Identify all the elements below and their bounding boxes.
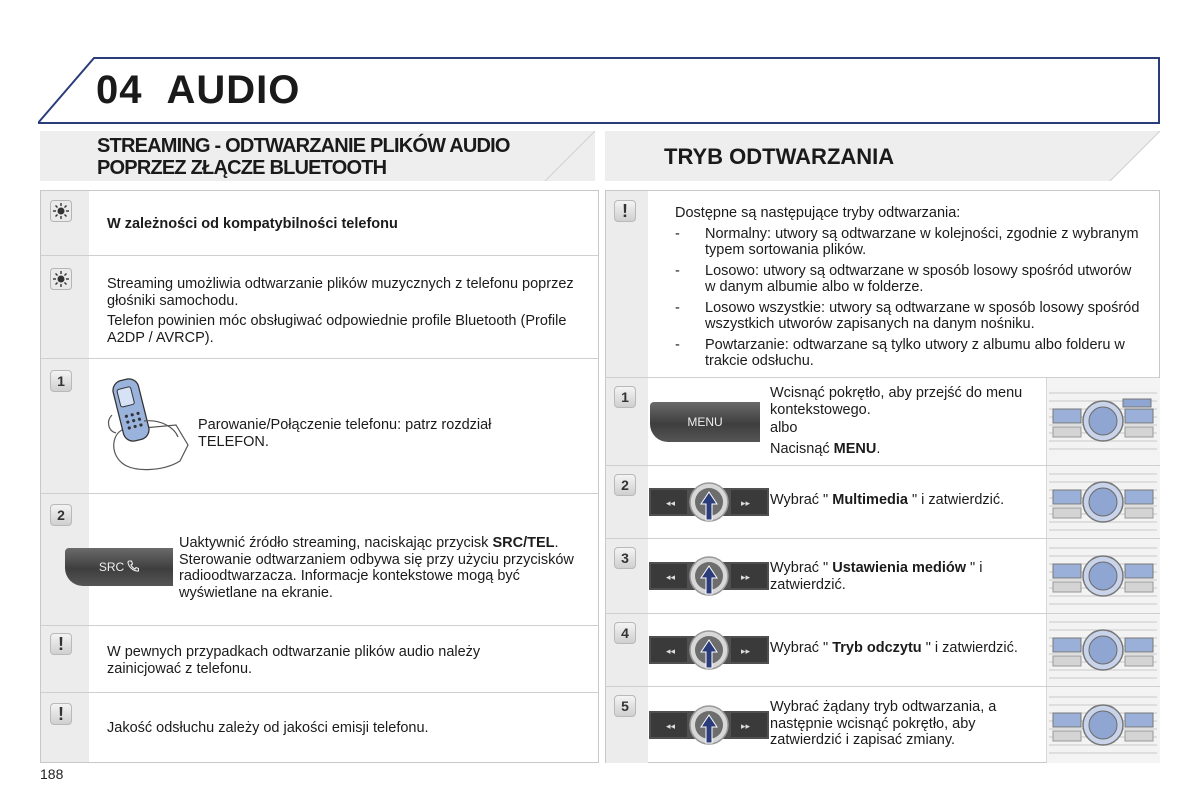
exclamation-icon: ! — [614, 200, 636, 222]
nav-control[interactable] — [649, 480, 769, 529]
step-number-badge: 1 — [614, 386, 636, 408]
step-text — [770, 640, 1040, 657]
nav-control[interactable] — [649, 703, 769, 752]
step-text — [770, 385, 1040, 457]
svg-text:▸▸: ▸▸ — [741, 498, 751, 508]
step-line — [770, 441, 1040, 458]
left-title-line2: POPRZEZ ZŁĄCZE BLUETOOTH — [97, 157, 387, 179]
radio-panel-icon — [1047, 387, 1159, 455]
nav-arrow-icon[interactable] — [649, 628, 769, 672]
phone-icon — [127, 560, 139, 575]
warning-text-1: W pewnych przypadkach odtwarzanie plików audio należy zainicjować z telefonu. — [107, 644, 481, 677]
nav-control[interactable] — [649, 554, 769, 603]
divider — [41, 493, 598, 494]
compat-text: W zależności od kompatybilności telefonu — [107, 216, 398, 232]
light-bulb-icon — [50, 200, 72, 227]
step-line: albo — [770, 420, 798, 436]
radio-panel-thumbnail — [1046, 687, 1160, 763]
phone-hand-icon — [104, 375, 192, 480]
radio-panel-icon — [1047, 542, 1159, 610]
radio-panel-thumbnail — [1046, 466, 1160, 538]
step-text-bold: Ustawienia mediów — [832, 560, 966, 576]
warning-text-2: Jakość odsłuchu zależy od jakości emisji telefonu. — [107, 720, 429, 736]
step-text-pre: Nacisnąć — [770, 440, 834, 457]
exclamation-icon: ! — [50, 633, 72, 655]
svg-text:◂◂: ◂◂ — [666, 498, 676, 508]
svg-text:▸▸: ▸▸ — [741, 646, 751, 656]
streaming-paragraph-2: Telefon powinien móc obsługiwać odpowiednie profile Bluetooth (Profile A2DP / AVRCP). — [107, 313, 567, 346]
divider — [41, 625, 598, 626]
radio-panel-thumbnail — [1046, 378, 1160, 465]
step-text-post: " i zatwierdzić. — [921, 640, 1018, 656]
step2-text-bold: SRC/TEL — [492, 535, 555, 551]
svg-text:◂◂: ◂◂ — [666, 721, 676, 731]
radio-panel-thumbnail — [1046, 614, 1160, 686]
step-number-badge: 3 — [614, 547, 636, 569]
step-text — [770, 492, 1040, 509]
divider — [41, 358, 598, 359]
left-title-line1: STREAMING - ODTWARZANIE PLIKÓW AUDIO — [97, 135, 510, 157]
step-number-badge: 2 — [50, 504, 72, 526]
divider — [41, 692, 598, 693]
step-text: Wybrać żądany tryb odtwarzania, a następnie wcisnąć pokrętło, aby zatwierdzić i zapisać zmiany. — [770, 699, 997, 748]
step-number-badge: 1 — [50, 370, 72, 392]
modes-info — [675, 205, 1145, 370]
step-number-badge: 5 — [614, 695, 636, 717]
exclamation-icon: ! — [50, 703, 72, 725]
nav-control[interactable] — [649, 628, 769, 677]
step-text-bold: Multimedia — [832, 492, 908, 508]
step-text-bold: MENU — [833, 440, 877, 457]
step-text — [770, 560, 1040, 593]
step2-text-post: . Sterowanie odtwarzaniem odbywa się przy użyciu przycisków radioodtwarzacza. Informacje kontekstowe mogą być wyświetlane na ekranie. — [179, 535, 574, 601]
step-line: Wcisnąć pokrętło, aby przejść do menu kontekstowego. — [770, 385, 1023, 418]
step-text-pre: Wybrać " — [770, 640, 833, 656]
step-text-bold: Tryb odczytu — [832, 640, 922, 656]
step-number-badge: 2 — [614, 474, 636, 496]
menu-button[interactable]: MENU — [650, 402, 760, 442]
chapter-number: 04 — [96, 68, 143, 112]
radio-panel-icon — [1047, 468, 1159, 536]
streaming-paragraph-1: Streaming umożliwia odtwarzanie plików muzycznych z telefonu poprzez głośniki samochodu. — [107, 276, 574, 309]
radio-panel-icon — [1047, 691, 1159, 759]
step1-text: Parowanie/Połączenie telefonu: patrz rozdział TELEFON. — [198, 417, 492, 450]
mode-item: - Losowo wszystkie: utwory są odtwarzane w sposób losowy spośród wszystkich utworów zapisanych na danym nośniku. — [675, 300, 1145, 333]
svg-text:◂◂: ◂◂ — [666, 646, 676, 656]
nav-arrow-icon[interactable] — [649, 480, 769, 524]
step-text-pre: Wybrać " — [770, 560, 833, 576]
modes-intro: Dostępne są następujące tryby odtwarzania: — [675, 205, 961, 221]
step-text-post: . — [876, 440, 881, 457]
page-number: 188 — [40, 766, 64, 782]
radio-panel-thumbnail — [1046, 539, 1160, 613]
streaming-text — [107, 276, 577, 346]
nav-arrow-icon[interactable] — [649, 703, 769, 747]
mode-item: - Powtarzanie: odtwarzane są tylko utwory z albumu albo folderu w trakcie odsłuchu. — [675, 337, 1145, 370]
mode-item: - Losowo: utwory są odtwarzane w sposób losowy spośród utworów w danym albumie albo w folderze. — [675, 263, 1145, 296]
nav-arrow-icon[interactable] — [649, 554, 769, 598]
modes-list — [675, 226, 1145, 370]
step2-text-pre: Uaktywnić źródło streaming, naciskając przycisk — [179, 535, 493, 551]
step-text-post: " i zatwierdzić. — [907, 492, 1005, 508]
chapter-title — [96, 68, 300, 113]
light-bulb-icon — [50, 268, 72, 295]
svg-text:▸▸: ▸▸ — [741, 572, 751, 582]
src-label: SRC — [98, 560, 125, 574]
svg-text:◂◂: ◂◂ — [666, 572, 676, 582]
radio-panel-icon — [1047, 616, 1159, 684]
right-section-title: TRYB ODTWARZANIA — [664, 144, 895, 169]
step-text-post: " i zatwierdzić. — [770, 560, 983, 593]
step2-text — [179, 535, 579, 601]
step-text-pre: Wybrać " — [770, 492, 833, 508]
step-number-badge: 4 — [614, 622, 636, 644]
svg-text:▸▸: ▸▸ — [741, 721, 751, 731]
mode-item: - Normalny: utwory są odtwarzane w kolejności, zgodnie z wybranym typem sortowania plików. — [675, 226, 1145, 259]
left-section-title — [97, 135, 510, 179]
divider — [41, 255, 598, 256]
src-tel-button[interactable] — [65, 548, 173, 586]
chapter-name: AUDIO — [166, 68, 301, 112]
